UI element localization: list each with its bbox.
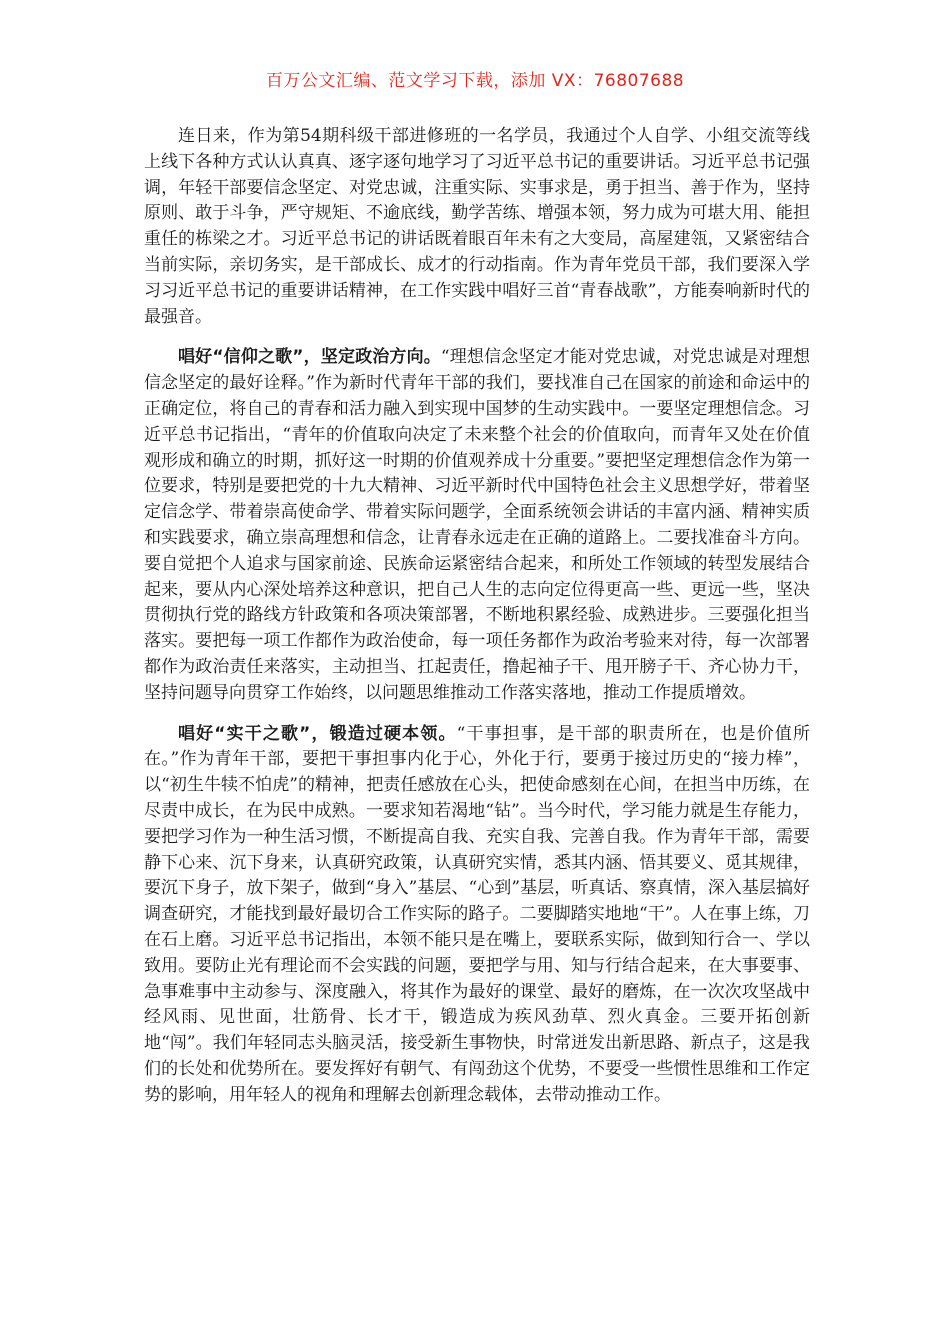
paragraph-intro [144,124,810,330]
paragraph-text: 连日来，作为第54期科级干部进修班的一名学员，我通过个人自学、小组交流等线上线下各种方式认认真真、逐字逐句地学习了习近平总书记的重要讲话。习近平总书记强调，年轻干部要信念坚定、对党忠诚，注重实际、实事求是，勇于担当、善于作为，坚持原则、敢于斗争，严守规矩、不逾底线，勤学苦练、增强本领，努力成为可堪大用、能担重任的栋梁之才。习近平总书记的讲话既着眼百年未有之大变局，高屋建瓴，又紧密结合当前实际，亲切务实，是干部成长、成才的行动指南。作为青年党员干部，我们要深入学习习近平总书记的重要讲话精神，在工作实践中唱好三首“青春战歌”，方能奏响新时代的最强音。 [144,126,810,327]
header-watermark-text: 百万公文汇编、范文学习下载，添加 VX：76807688 [265,71,685,91]
paragraph-faith-song [144,345,810,706]
paragraph-text: “理想信念坚定才能对党忠诚，对党忠诚是对理想信念坚定的最好诠释。”作为新时代青年干部的我们，要找准自己在国家的前途和命运中的正确定位，将自己的青春和活力融入到实现中国梦的生动实践中。一要坚定理想信念。习近平总书记指出，“青年的价值取向决定了未来整个社会的价值取向，而青年又处在价值观形成和确立的时期，抓好这一时期的价值观养成十分重要。”要把坚定理想信念作为第一位要求，特别是要把党的十九大精神、习近平新时代中国特色社会主义思想学好，带着坚定信念学、带着崇高使命学、带着实际问题学，全面系统领会讲话的丰富内涵、精神实质和实践要求，确立崇高理想和信念，让青春永远走在正确的道路上。二要找准奋斗方向。要自觉把个人追求与国家前途、民族命运紧密结合起来，和所处工作领域的转型发展结合起来，要从内心深处培养这种意识，把自己人生的志向定位得更高一些、更远一些，坚决贯彻执行党的路线方针政策和各项决策部署，不断地积累经验、成熟进步。三要强化担当落实。要把每一项工作都作为政治使命，每一项任务都作为政治考验来对待，每一次部署都作为政治责任来落实，主动担当、扛起责任，撸起袖子干、甩开膀子干、齐心协力干，坚持问题导向贯穿工作始终，以问题思维推动工作落实落地，推动工作提质增效。 [144,347,810,703]
paragraph-lead: 唱好“实干之歌”，锻造过硬本领。 [178,723,457,744]
paragraph-lead: 唱好“信仰之歌”，坚定政治方向。 [178,347,441,368]
article-body [144,124,810,1108]
paragraph-text: “干事担事，是干部的职责所在，也是价值所在。”作为青年干部，要把干事担事内化于心，外化于行，要勇于接过历史的“接力棒”，以“初生牛犊不怕虎”的精神，把责任感放在心头，把使命感刻在心间，在担当中历练，在尽责中成长，在为民中成熟。一要求知若渴地“钻”。当今时代，学习能力就是生存能力，要把学习作为一种生活习惯，不断提高自我、充实自我、完善自我。作为青年干部，需要静下心来、沉下身来，认真研究政策，认真研究实情，悉其内涵、悟其要义、觅其规律，要沉下身子，放下架子，做到“身入”基层、“心到”基层，听真话、察真情，深入基层搞好调查研究，才能找到最好最切合工作实际的路子。二要脚踏实地地“干”。人在事上练，刀在石上磨。习近平总书记指出，本领不能只是在嘴上，要联系实际，做到知行合一、学以致用。要防止光有理论而不会实践的问题，要把学与用、知与行结合起来，在大事要事、急事难事中主动参与、深度融入，将其作为最好的课堂、最好的磨炼，在一次次攻坚战中经风雨、见世面，壮筋骨、长才干，锻造成为疾风劲草、烈火真金。三要开拓创新地“闯”。我们年轻同志头脑灵活，接受新生事物快，时常迸发出新思路、新点子，这是我们的长处和优势所在。要发挥好有朝气、有闯劲这个优势，不要受一些惯性思维和工作定势的影响，用年轻人的视角和理解去创新理念载体，去带动推动工作。 [144,723,810,1105]
paragraph-work-song [144,722,810,1109]
